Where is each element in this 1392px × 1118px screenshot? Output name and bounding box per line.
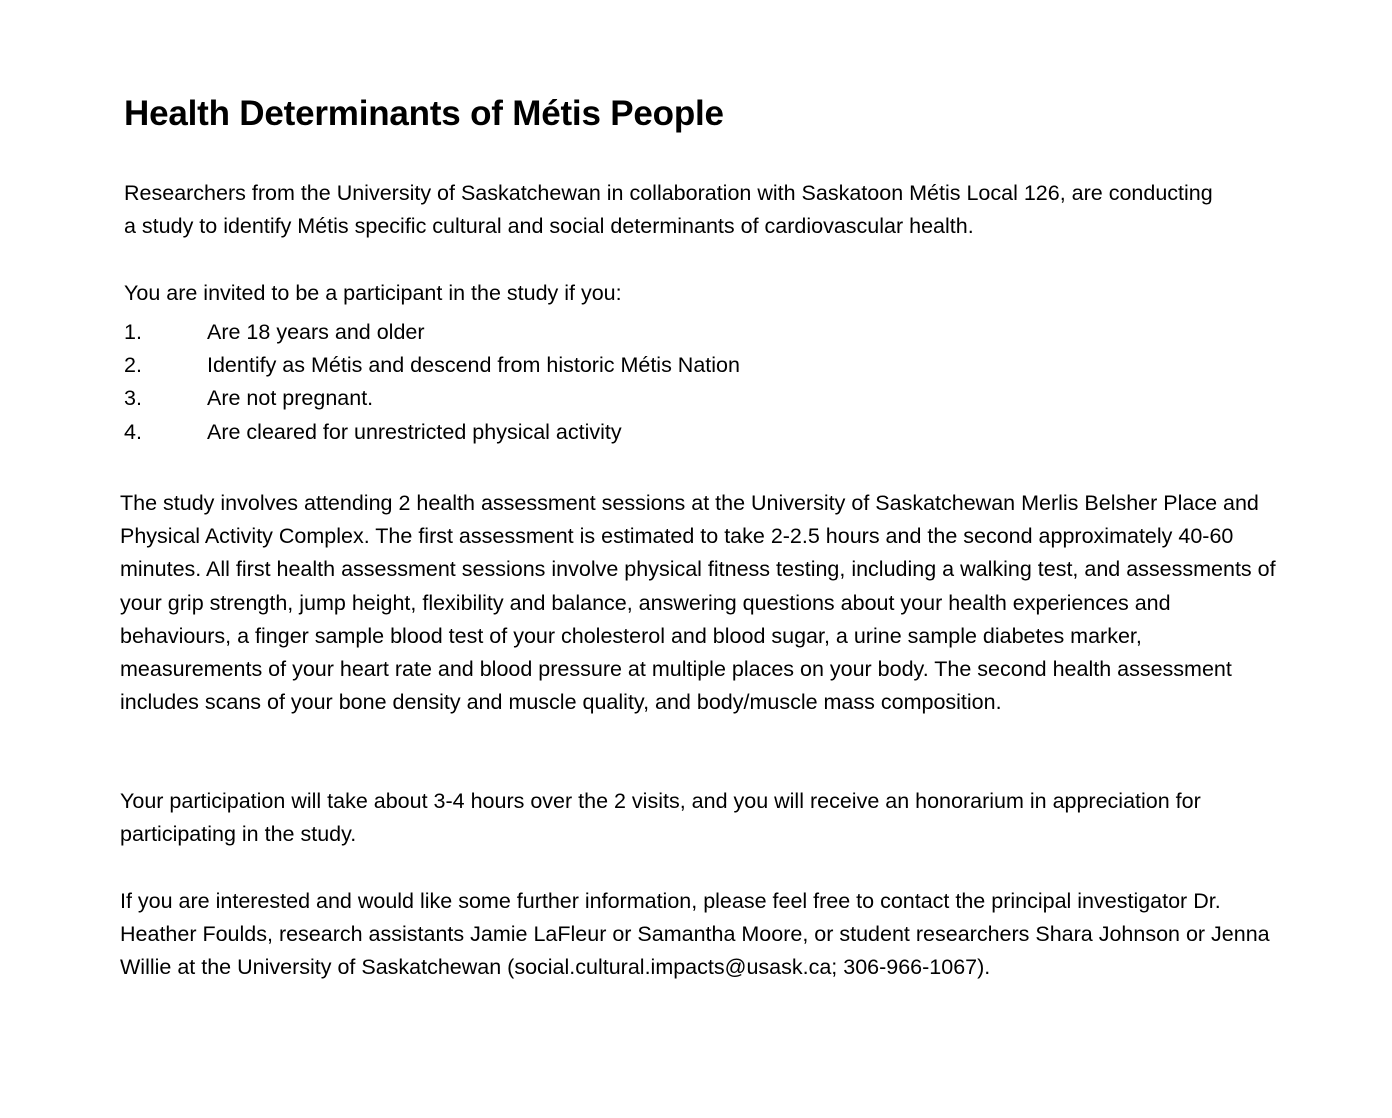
eligibility-list xyxy=(124,316,740,449)
list-item-number: 4. xyxy=(124,419,142,444)
list-item xyxy=(124,316,740,349)
list-item-number: 2. xyxy=(124,353,142,378)
list-item-text: Are cleared for unrestricted physical activity xyxy=(207,419,622,444)
study-description-paragraph: The study involves attending 2 health assessment sessions at the University of Saskatchewan Merlis Belsher Place and Physical Activity Complex. The first assessment is estimated to take 2-2.5 hours and the second approximately 40-60 minutes. All first health assessment sessions involve physical fitness testing, including a walking test, and assessments of your grip strength, jump height, flexibility and balance, answering questions about your health experiences and behaviours, a finger sample blood test of your cholesterol and blood sugar, a urine sample diabetes marker, measurements of your heart rate and blood pressure at multiple places on your body. The second health assessment includes scans of your bone density and muscle quality, and body/muscle mass composition. xyxy=(120,491,1276,715)
time-commitment-paragraph: Your participation will take about 3-4 hours over the 2 visits, and you will receive an honorarium in appreciation for participating in the study. xyxy=(120,789,1201,847)
list-item-number: 3. xyxy=(124,386,142,411)
contact-paragraph: If you are interested and would like some further information, please feel free to contact the principal investigator Dr. Heather Foulds, research assistants Jamie LaFleur or Samantha Moore, or student researchers Shara Johnson or Jenna Willie at the University of Saskatchewan (social.cultural.impacts@usask.ca; 306-966-1067). xyxy=(120,889,1270,980)
document-title: Health Determinants of Métis People xyxy=(124,94,724,133)
list-item-text: Identify as Métis and descend from historic Métis Nation xyxy=(207,353,740,378)
list-item xyxy=(124,382,740,415)
list-item xyxy=(124,349,740,382)
invite-paragraph: You are invited to be a participant in the study if you: xyxy=(124,281,622,305)
list-item xyxy=(124,416,740,449)
list-item-number: 1. xyxy=(124,320,142,344)
list-item-text: Are not pregnant. xyxy=(207,386,374,411)
intro-paragraph: Researchers from the University of Saskatchewan in collaboration with Saskatoon Métis Local 126, are conducting a study to identify Métis specific cultural and social determinants of cardiovascular health. xyxy=(124,181,1213,239)
list-item-text: Are 18 years and older xyxy=(207,320,425,344)
